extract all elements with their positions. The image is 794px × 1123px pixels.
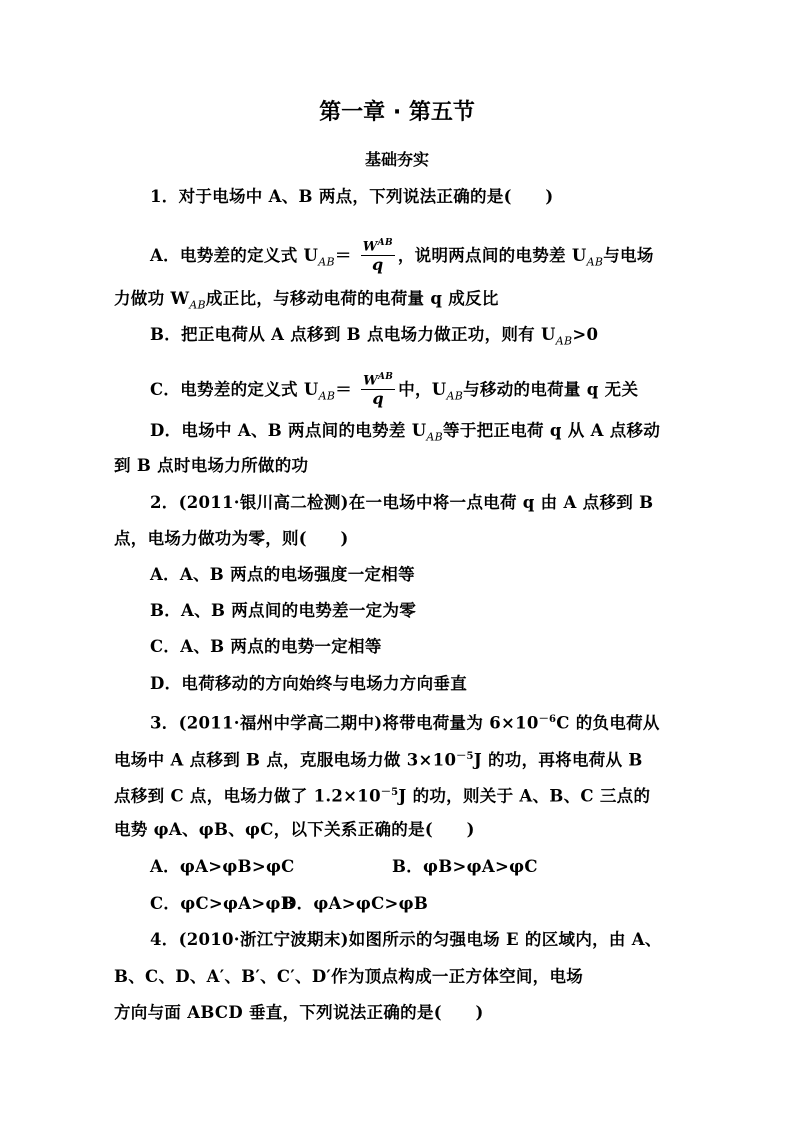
q4-stem-line1: 4．(2010·浙江宁波期末)如图所示的匀强电场 E 的区域内，由 A、 [150,930,662,949]
q3-stem-line3: 点移到 C 点，电场力做了 $1.2\times 10^{-5}J$ 的功，则关于 A、B、C 三点的 [114,786,651,806]
q3-option-b: B．φB>φA>φC [392,857,538,876]
q2-stem-line1: 2．(2011·银川高二检测)在一电场中将一点电荷 q 由 A 点移到 B [150,493,654,512]
q1-option-d-cont: 到 B 点时电场力所做的功 [114,456,309,475]
q1-option-b: B．把正电荷从 A 点移到 B 点电场力做正功，则有 $U_{AB}>0$ [150,325,599,348]
q1-stem: 1．对于电场中 A、B 两点，下列说法正确的是( ) [150,187,554,206]
q3-stem-line2: 电场中 A 点移到 B 点，克服电场力做 $3\times 10^{-5}J$ 的功，再将电荷从 B [114,750,643,770]
section-subtitle: 基础夯实 [364,150,429,169]
q1-option-a-cont: 力做功 $W_{AB}$成正比，与移动电荷的电荷量 q 成反比 [114,289,499,312]
q3-option-c: C．φC>φA>φB [150,894,295,913]
q4-stem-line2: B、C、D、A′、B′、C′、D′作为顶点构成一正方体空间，电场 [114,967,584,986]
q4-stem-line3: 方向与面 ABCD 垂直，下列说法正确的是( ) [114,1003,484,1022]
q1-formula-fraction-c: $\frac{W^{AB}}{q}$ [361,369,395,408]
page-title: 第一章 · 第五节 [319,100,475,125]
q3-stem-line4: 电势 φA、φB、φC，以下关系正确的是( ) [114,820,475,839]
q3-stem-line1: 3．(2011·福州中学高二期中)将带电荷量为 $6\times 10^{-6}C$ 的负电荷从 [150,713,660,733]
q1-formula-fraction: $\frac{W^{AB}}{q}$ [361,235,395,274]
q2-stem-line2: 点，电场力做功为零，则( ) [114,529,349,548]
q3-option-a: A．φA>φB>φC [150,857,295,876]
q1-option-d: D．电场中 A、B 两点间的电势差 $U_{AB}$等于把正电荷 q 从 A 点移动 [150,421,661,444]
q1-option-a: A．电势差的定义式 $U_{AB}=$ $\frac{W^{AB}}{q}$ ，说明两点间的电势差 $U_{AB}$与电场 [150,237,654,276]
q2-option-c: C．A、B 两点的电势一定相等 [150,637,382,656]
q1-option-c: C．电势差的定义式 $U_{AB}=$ $\frac{W^{AB}}{q}$ 中，$U_{AB}$与移动的电荷量 q 无关 [150,371,638,410]
q3-option-d: D．φA>φC>φB [282,894,429,913]
q2-option-b: B．A、B 两点间的电势差一定为零 [150,601,417,620]
q2-option-d: D．电荷移动的方向始终与电场力方向垂直 [150,674,468,693]
q2-option-a: A．A、B 两点的电场强度一定相等 [150,565,415,584]
